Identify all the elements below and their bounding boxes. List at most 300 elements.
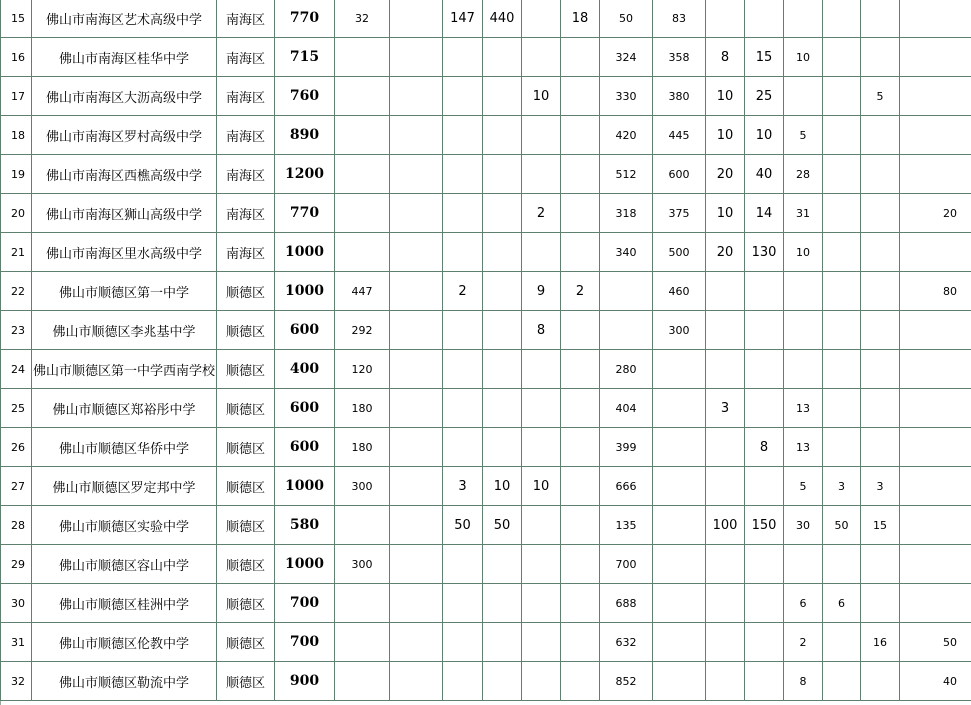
total-cell[interactable]: 770 [275, 0, 335, 38]
value-cell[interactable] [390, 350, 443, 389]
value-cell[interactable]: 632 [600, 623, 653, 662]
value-cell[interactable]: 300 [335, 545, 390, 584]
value-cell[interactable] [706, 467, 745, 506]
value-cell[interactable] [335, 233, 390, 272]
value-cell[interactable] [900, 467, 971, 506]
district-cell[interactable]: 顺德区 [217, 428, 275, 467]
total-cell[interactable]: 400 [275, 350, 335, 389]
value-cell[interactable] [390, 662, 443, 701]
value-cell[interactable] [823, 350, 861, 389]
value-cell[interactable]: 50 [600, 0, 653, 38]
value-cell[interactable] [522, 350, 561, 389]
value-cell[interactable] [522, 0, 561, 38]
total-cell[interactable]: 600 [275, 389, 335, 428]
value-cell[interactable]: 13 [784, 389, 823, 428]
value-cell[interactable] [483, 545, 522, 584]
value-cell[interactable] [483, 428, 522, 467]
school-name-cell[interactable]: 佛山市顺德区伦教中学 [32, 623, 217, 662]
row-number-cell[interactable]: 16 [1, 38, 32, 77]
value-cell[interactable] [900, 545, 971, 584]
value-cell[interactable]: 300 [653, 311, 706, 350]
school-name-cell[interactable]: 佛山市南海区艺术高级中学 [32, 0, 217, 38]
value-cell[interactable]: 300 [335, 467, 390, 506]
value-cell[interactable] [443, 584, 483, 623]
value-cell[interactable]: 318 [600, 194, 653, 233]
value-cell[interactable]: 666 [600, 467, 653, 506]
value-cell[interactable] [390, 233, 443, 272]
value-cell[interactable] [900, 428, 971, 467]
value-cell[interactable] [335, 38, 390, 77]
school-name-cell[interactable]: 佛山市南海区桂华中学 [32, 38, 217, 77]
value-cell[interactable] [335, 506, 390, 545]
value-cell[interactable] [561, 467, 600, 506]
value-cell[interactable]: 10 [784, 38, 823, 77]
school-name-cell[interactable]: 佛山市顺德区桂洲中学 [32, 584, 217, 623]
value-cell[interactable] [745, 545, 784, 584]
value-cell[interactable]: 10 [706, 116, 745, 155]
total-cell[interactable]: 700 [275, 584, 335, 623]
value-cell[interactable]: 420 [600, 116, 653, 155]
value-cell[interactable] [706, 350, 745, 389]
value-cell[interactable]: 8 [745, 428, 784, 467]
total-cell[interactable]: 1000 [275, 272, 335, 311]
school-name-cell[interactable]: 佛山市顺德区第一中学西南学校 [32, 350, 217, 389]
value-cell[interactable] [483, 662, 522, 701]
value-cell[interactable]: 147 [443, 0, 483, 38]
value-cell[interactable] [745, 662, 784, 701]
value-cell[interactable] [600, 311, 653, 350]
row-number-cell[interactable]: 22 [1, 272, 32, 311]
total-cell[interactable]: 1000 [275, 467, 335, 506]
value-cell[interactable] [823, 662, 861, 701]
value-cell[interactable]: 8 [522, 311, 561, 350]
value-cell[interactable]: 324 [600, 38, 653, 77]
value-cell[interactable]: 40 [900, 662, 971, 701]
value-cell[interactable] [561, 428, 600, 467]
district-cell[interactable]: 南海区 [217, 116, 275, 155]
value-cell[interactable] [900, 350, 971, 389]
value-cell[interactable] [900, 584, 971, 623]
value-cell[interactable] [335, 623, 390, 662]
value-cell[interactable]: 330 [600, 77, 653, 116]
value-cell[interactable]: 280 [600, 350, 653, 389]
value-cell[interactable] [561, 662, 600, 701]
value-cell[interactable] [823, 155, 861, 194]
row-number-cell[interactable]: 18 [1, 116, 32, 155]
value-cell[interactable]: 700 [600, 545, 653, 584]
value-cell[interactable] [653, 350, 706, 389]
row-number-cell[interactable]: 32 [1, 662, 32, 701]
value-cell[interactable]: 20 [706, 155, 745, 194]
value-cell[interactable] [745, 623, 784, 662]
school-name-cell[interactable]: 佛山市南海区罗村高级中学 [32, 116, 217, 155]
value-cell[interactable]: 2 [784, 623, 823, 662]
value-cell[interactable] [561, 545, 600, 584]
value-cell[interactable] [823, 0, 861, 38]
value-cell[interactable] [390, 584, 443, 623]
value-cell[interactable] [653, 428, 706, 467]
school-name-cell[interactable]: 佛山市南海区狮山高级中学 [32, 194, 217, 233]
value-cell[interactable] [861, 38, 900, 77]
value-cell[interactable]: 135 [600, 506, 653, 545]
value-cell[interactable] [745, 584, 784, 623]
value-cell[interactable]: 13 [784, 428, 823, 467]
district-cell[interactable]: 顺德区 [217, 389, 275, 428]
value-cell[interactable] [483, 623, 522, 662]
value-cell[interactable] [861, 194, 900, 233]
value-cell[interactable]: 10 [522, 467, 561, 506]
value-cell[interactable]: 9 [522, 272, 561, 311]
value-cell[interactable] [561, 350, 600, 389]
value-cell[interactable] [443, 311, 483, 350]
value-cell[interactable]: 50 [823, 506, 861, 545]
value-cell[interactable] [443, 77, 483, 116]
total-cell[interactable]: 770 [275, 194, 335, 233]
value-cell[interactable] [900, 0, 971, 38]
value-cell[interactable] [390, 389, 443, 428]
value-cell[interactable]: 3 [706, 389, 745, 428]
school-name-cell[interactable]: 佛山市顺德区罗定邦中学 [32, 467, 217, 506]
value-cell[interactable]: 18 [561, 0, 600, 38]
row-number-cell[interactable]: 26 [1, 428, 32, 467]
value-cell[interactable] [390, 0, 443, 38]
value-cell[interactable]: 2 [561, 272, 600, 311]
value-cell[interactable]: 130 [745, 233, 784, 272]
value-cell[interactable] [900, 116, 971, 155]
value-cell[interactable] [745, 389, 784, 428]
value-cell[interactable]: 440 [483, 0, 522, 38]
total-cell[interactable]: 715 [275, 38, 335, 77]
district-cell[interactable]: 顺德区 [217, 662, 275, 701]
row-number-cell[interactable]: 15 [1, 0, 32, 38]
value-cell[interactable]: 80 [900, 272, 971, 311]
value-cell[interactable] [483, 311, 522, 350]
value-cell[interactable] [443, 194, 483, 233]
value-cell[interactable] [522, 662, 561, 701]
value-cell[interactable] [745, 272, 784, 311]
total-cell[interactable]: 700 [275, 623, 335, 662]
value-cell[interactable] [861, 545, 900, 584]
value-cell[interactable] [522, 545, 561, 584]
value-cell[interactable] [390, 77, 443, 116]
value-cell[interactable]: 20 [900, 194, 971, 233]
value-cell[interactable]: 32 [335, 0, 390, 38]
value-cell[interactable] [561, 194, 600, 233]
district-cell[interactable]: 顺德区 [217, 350, 275, 389]
value-cell[interactable] [823, 77, 861, 116]
school-name-cell[interactable]: 佛山市顺德区郑裕彤中学 [32, 389, 217, 428]
value-cell[interactable]: 340 [600, 233, 653, 272]
value-cell[interactable] [823, 428, 861, 467]
value-cell[interactable] [861, 116, 900, 155]
district-cell[interactable]: 顺德区 [217, 545, 275, 584]
value-cell[interactable] [390, 428, 443, 467]
value-cell[interactable] [900, 38, 971, 77]
value-cell[interactable] [443, 116, 483, 155]
total-cell[interactable]: 600 [275, 311, 335, 350]
school-name-cell[interactable]: 佛山市南海区里水高级中学 [32, 233, 217, 272]
value-cell[interactable] [861, 272, 900, 311]
value-cell[interactable]: 8 [706, 38, 745, 77]
row-number-cell[interactable]: 19 [1, 155, 32, 194]
value-cell[interactable] [653, 623, 706, 662]
value-cell[interactable] [443, 545, 483, 584]
school-name-cell[interactable]: 佛山市南海区大沥高级中学 [32, 77, 217, 116]
value-cell[interactable] [561, 77, 600, 116]
value-cell[interactable]: 5 [784, 467, 823, 506]
value-cell[interactable] [390, 272, 443, 311]
value-cell[interactable] [561, 311, 600, 350]
value-cell[interactable] [443, 155, 483, 194]
value-cell[interactable] [522, 38, 561, 77]
value-cell[interactable] [443, 623, 483, 662]
row-number-cell[interactable]: 25 [1, 389, 32, 428]
value-cell[interactable] [653, 545, 706, 584]
value-cell[interactable] [706, 0, 745, 38]
school-name-cell[interactable]: 佛山市顺德区李兆基中学 [32, 311, 217, 350]
district-cell[interactable]: 南海区 [217, 77, 275, 116]
value-cell[interactable] [653, 584, 706, 623]
district-cell[interactable]: 南海区 [217, 38, 275, 77]
value-cell[interactable] [861, 233, 900, 272]
value-cell[interactable] [823, 38, 861, 77]
value-cell[interactable]: 10 [483, 467, 522, 506]
total-cell[interactable]: 890 [275, 116, 335, 155]
value-cell[interactable] [823, 623, 861, 662]
value-cell[interactable]: 50 [900, 623, 971, 662]
district-cell[interactable]: 顺德区 [217, 584, 275, 623]
district-cell[interactable]: 顺德区 [217, 506, 275, 545]
district-cell[interactable]: 顺德区 [217, 311, 275, 350]
value-cell[interactable]: 2 [522, 194, 561, 233]
value-cell[interactable]: 100 [706, 506, 745, 545]
value-cell[interactable] [900, 233, 971, 272]
value-cell[interactable]: 2 [443, 272, 483, 311]
row-number-cell[interactable]: 29 [1, 545, 32, 584]
row-number-cell[interactable]: 17 [1, 77, 32, 116]
value-cell[interactable]: 500 [653, 233, 706, 272]
value-cell[interactable]: 447 [335, 272, 390, 311]
value-cell[interactable] [653, 467, 706, 506]
value-cell[interactable] [443, 662, 483, 701]
value-cell[interactable]: 3 [823, 467, 861, 506]
value-cell[interactable] [390, 311, 443, 350]
value-cell[interactable]: 399 [600, 428, 653, 467]
value-cell[interactable] [335, 584, 390, 623]
value-cell[interactable] [600, 272, 653, 311]
value-cell[interactable]: 150 [745, 506, 784, 545]
value-cell[interactable] [823, 272, 861, 311]
value-cell[interactable] [861, 0, 900, 38]
school-name-cell[interactable]: 佛山市顺德区实验中学 [32, 506, 217, 545]
value-cell[interactable] [823, 233, 861, 272]
value-cell[interactable] [745, 350, 784, 389]
district-cell[interactable]: 南海区 [217, 155, 275, 194]
value-cell[interactable]: 20 [706, 233, 745, 272]
value-cell[interactable] [561, 38, 600, 77]
value-cell[interactable] [561, 233, 600, 272]
total-cell[interactable]: 760 [275, 77, 335, 116]
value-cell[interactable] [900, 506, 971, 545]
value-cell[interactable] [483, 77, 522, 116]
value-cell[interactable] [522, 506, 561, 545]
row-number-cell[interactable]: 23 [1, 311, 32, 350]
row-number-cell[interactable]: 21 [1, 233, 32, 272]
value-cell[interactable]: 3 [861, 467, 900, 506]
value-cell[interactable] [483, 584, 522, 623]
row-number-cell[interactable]: 27 [1, 467, 32, 506]
value-cell[interactable] [390, 623, 443, 662]
value-cell[interactable] [522, 116, 561, 155]
value-cell[interactable]: 25 [745, 77, 784, 116]
total-cell[interactable]: 600 [275, 428, 335, 467]
value-cell[interactable] [861, 584, 900, 623]
value-cell[interactable] [706, 662, 745, 701]
school-name-cell[interactable]: 佛山市南海区西樵高级中学 [32, 155, 217, 194]
value-cell[interactable] [823, 311, 861, 350]
total-cell[interactable]: 580 [275, 506, 335, 545]
value-cell[interactable]: 50 [483, 506, 522, 545]
value-cell[interactable] [784, 311, 823, 350]
value-cell[interactable] [390, 506, 443, 545]
value-cell[interactable]: 512 [600, 155, 653, 194]
row-number-cell[interactable]: 30 [1, 584, 32, 623]
value-cell[interactable] [823, 545, 861, 584]
value-cell[interactable] [522, 389, 561, 428]
value-cell[interactable] [561, 584, 600, 623]
value-cell[interactable] [861, 311, 900, 350]
value-cell[interactable]: 50 [443, 506, 483, 545]
value-cell[interactable] [784, 272, 823, 311]
value-cell[interactable] [861, 428, 900, 467]
value-cell[interactable]: 180 [335, 389, 390, 428]
value-cell[interactable] [483, 155, 522, 194]
value-cell[interactable] [483, 38, 522, 77]
value-cell[interactable] [522, 428, 561, 467]
value-cell[interactable] [390, 116, 443, 155]
value-cell[interactable]: 14 [745, 194, 784, 233]
value-cell[interactable] [784, 350, 823, 389]
value-cell[interactable] [653, 662, 706, 701]
value-cell[interactable]: 380 [653, 77, 706, 116]
value-cell[interactable]: 15 [861, 506, 900, 545]
district-cell[interactable]: 顺德区 [217, 623, 275, 662]
value-cell[interactable] [522, 623, 561, 662]
value-cell[interactable] [706, 428, 745, 467]
value-cell[interactable] [900, 77, 971, 116]
total-cell[interactable]: 1000 [275, 545, 335, 584]
value-cell[interactable] [706, 311, 745, 350]
value-cell[interactable] [483, 350, 522, 389]
value-cell[interactable] [483, 233, 522, 272]
value-cell[interactable] [745, 467, 784, 506]
value-cell[interactable] [483, 116, 522, 155]
value-cell[interactable]: 3 [443, 467, 483, 506]
value-cell[interactable]: 6 [823, 584, 861, 623]
value-cell[interactable]: 16 [861, 623, 900, 662]
value-cell[interactable]: 28 [784, 155, 823, 194]
value-cell[interactable] [784, 0, 823, 38]
value-cell[interactable]: 6 [784, 584, 823, 623]
value-cell[interactable] [443, 389, 483, 428]
value-cell[interactable] [784, 77, 823, 116]
value-cell[interactable]: 31 [784, 194, 823, 233]
total-cell[interactable]: 1000 [275, 233, 335, 272]
value-cell[interactable]: 10 [522, 77, 561, 116]
value-cell[interactable] [443, 233, 483, 272]
value-cell[interactable] [390, 545, 443, 584]
district-cell[interactable]: 南海区 [217, 233, 275, 272]
value-cell[interactable] [823, 389, 861, 428]
value-cell[interactable] [335, 194, 390, 233]
value-cell[interactable] [900, 155, 971, 194]
value-cell[interactable] [335, 662, 390, 701]
district-cell[interactable]: 南海区 [217, 0, 275, 38]
value-cell[interactable]: 358 [653, 38, 706, 77]
value-cell[interactable]: 375 [653, 194, 706, 233]
value-cell[interactable]: 292 [335, 311, 390, 350]
row-number-cell[interactable]: 20 [1, 194, 32, 233]
value-cell[interactable] [561, 623, 600, 662]
value-cell[interactable] [390, 155, 443, 194]
value-cell[interactable] [706, 623, 745, 662]
value-cell[interactable]: 83 [653, 0, 706, 38]
value-cell[interactable] [706, 272, 745, 311]
value-cell[interactable] [335, 116, 390, 155]
value-cell[interactable] [784, 545, 823, 584]
value-cell[interactable]: 600 [653, 155, 706, 194]
value-cell[interactable]: 688 [600, 584, 653, 623]
value-cell[interactable] [706, 584, 745, 623]
value-cell[interactable] [390, 194, 443, 233]
value-cell[interactable] [522, 584, 561, 623]
value-cell[interactable]: 8 [784, 662, 823, 701]
value-cell[interactable]: 15 [745, 38, 784, 77]
value-cell[interactable] [522, 155, 561, 194]
value-cell[interactable] [861, 389, 900, 428]
value-cell[interactable] [522, 233, 561, 272]
value-cell[interactable] [861, 662, 900, 701]
value-cell[interactable] [900, 389, 971, 428]
value-cell[interactable] [561, 506, 600, 545]
school-name-cell[interactable]: 佛山市顺德区第一中学 [32, 272, 217, 311]
value-cell[interactable] [861, 350, 900, 389]
school-name-cell[interactable]: 佛山市顺德区华侨中学 [32, 428, 217, 467]
value-cell[interactable] [390, 467, 443, 506]
total-cell[interactable]: 900 [275, 662, 335, 701]
value-cell[interactable] [745, 311, 784, 350]
value-cell[interactable]: 10 [745, 116, 784, 155]
value-cell[interactable] [483, 389, 522, 428]
value-cell[interactable]: 445 [653, 116, 706, 155]
value-cell[interactable] [653, 389, 706, 428]
value-cell[interactable] [561, 116, 600, 155]
value-cell[interactable]: 180 [335, 428, 390, 467]
value-cell[interactable] [861, 155, 900, 194]
value-cell[interactable]: 5 [784, 116, 823, 155]
value-cell[interactable]: 30 [784, 506, 823, 545]
row-number-cell[interactable]: 24 [1, 350, 32, 389]
value-cell[interactable] [561, 155, 600, 194]
district-cell[interactable]: 顺德区 [217, 467, 275, 506]
row-number-cell[interactable]: 28 [1, 506, 32, 545]
value-cell[interactable] [335, 77, 390, 116]
total-cell[interactable]: 1200 [275, 155, 335, 194]
value-cell[interactable] [561, 389, 600, 428]
value-cell[interactable]: 120 [335, 350, 390, 389]
value-cell[interactable] [483, 194, 522, 233]
value-cell[interactable] [900, 311, 971, 350]
